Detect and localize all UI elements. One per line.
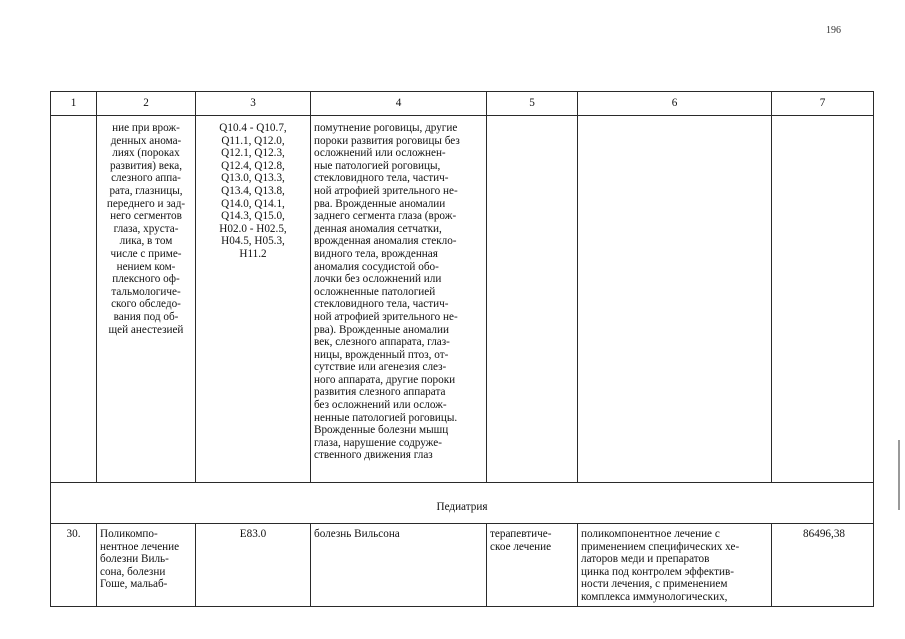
medical-care-table xyxy=(50,91,874,607)
continuation-row xyxy=(51,116,874,483)
cell-treatment-method xyxy=(578,116,772,483)
column-number-5: 5 xyxy=(487,92,578,116)
column-number-2: 2 xyxy=(97,92,196,116)
cell-patient-model: помутнение роговицы, другие пороки развития роговицы без осложнений или осложнен- ные патологией роговицы, стекловидного тела, частич- ной атрофией зрительного не- рва. Врожденные аномалии заднего сегмента глаза (врож- денная аномалия сетчатки, врожденная аномалия стекло- видного тела, врожденная аномалия сосудистой обо- лочки без осложнений или осложненные патологией стекловидного тела, частич- ной атрофией зрительного не- рва). Врожденные аномалии век, слезного аппарата, глаз- ницы, врожденный птоз, от- сутствие или агенезия слез- ного аппарата, другие пороки развития слезного аппарата без осложнений или ослож- ненные патологией роговицы. Врожденные болезни мышц глаза, нарушение содруже- ственного движения глаз xyxy=(311,116,487,483)
column-number-4: 4 xyxy=(311,92,487,116)
section-row xyxy=(51,483,874,524)
cell-care-type: ние при врож- денных анома- лиях (пороках развития) века, слезного аппа- рата, глазницы, переднего и зад- него сегментов глаза, хруста- лика, в том числе с приме- нением ком- плексного оф- тальмологиче- ского обследо- вания под об- щей анестезией xyxy=(97,116,196,483)
cell-treatment-type xyxy=(487,116,578,483)
section-title: Педиатрия xyxy=(51,483,874,524)
cell-treatment-method: поликомпонентное лечение с применением специфических хе- латоров меди и препаратов цинка под контролем эффектив- ности лечения, с применением комплекса иммунологических, xyxy=(578,524,772,607)
cell-row-number: 30. xyxy=(51,524,97,607)
cell-cost xyxy=(772,116,874,483)
page-number: 196 xyxy=(826,25,841,36)
column-number-1: 1 xyxy=(51,92,97,116)
cell-icd-codes: Q10.4 - Q10.7, Q11.1, Q12.0, Q12.1, Q12.3, Q12.4, Q12.8, Q13.0, Q13.3, Q13.4, Q13.8, Q14.0, Q14.1, Q14.3, Q15.0, H02.0 - H02.5, H04.5, H05.3, H11.2 xyxy=(196,116,311,483)
column-number-row xyxy=(51,92,874,116)
cell-patient-model: болезнь Вильсона xyxy=(311,524,487,607)
cell-treatment-type: терапевтиче- ское лечение xyxy=(487,524,578,607)
scan-edge-divider xyxy=(898,440,900,510)
cell-row-number xyxy=(51,116,97,483)
cell-care-type: Поликомпо- нентное лечение болезни Виль- сона, болезни Гоше, мальаб- xyxy=(97,524,196,607)
column-number-7: 7 xyxy=(772,92,874,116)
cell-cost: 86496,38 xyxy=(772,524,874,607)
column-number-6: 6 xyxy=(578,92,772,116)
cell-icd-codes: E83.0 xyxy=(196,524,311,607)
table-row-30 xyxy=(51,524,874,607)
column-number-3: 3 xyxy=(196,92,311,116)
